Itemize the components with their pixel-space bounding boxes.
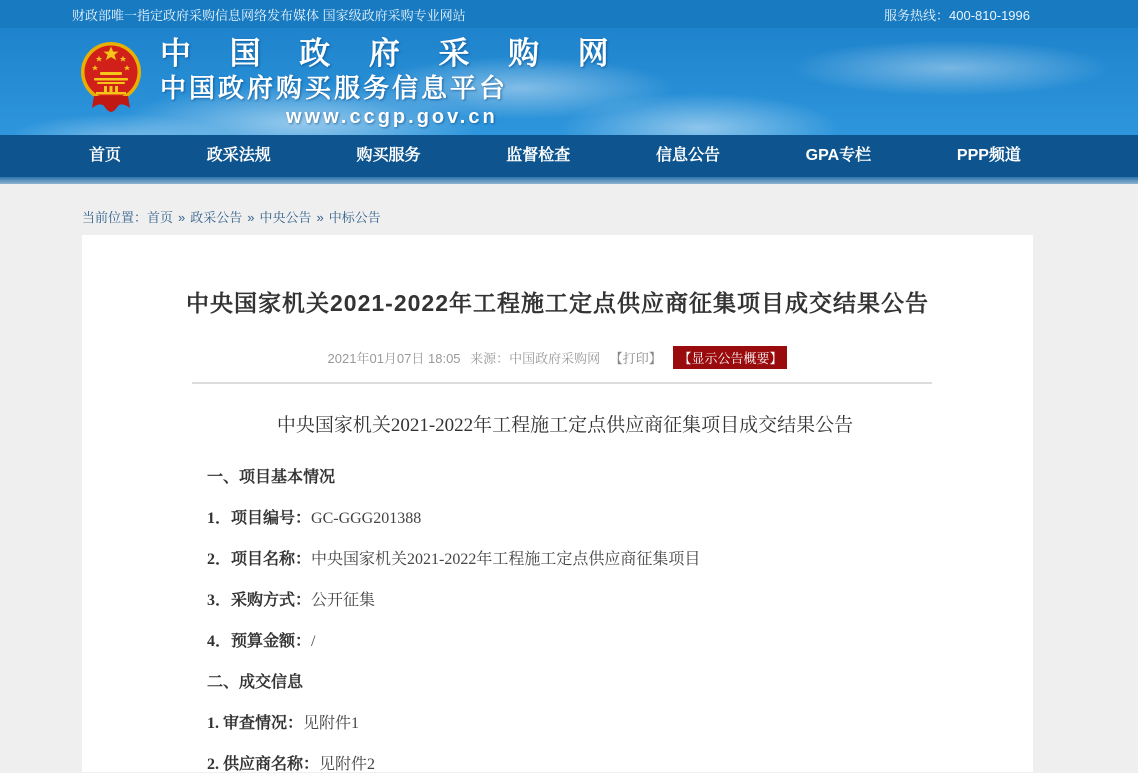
nav-item-4[interactable]: 信息公告 [655,147,720,164]
site-subtitle: 中国政府购买服务信息平台 [160,73,509,103]
field-label: 3．采购方式： [207,592,312,609]
field-value: GC-GGG201388 [311,510,422,527]
article-source: 来源：中国政府采购网 [470,351,601,366]
nav-bottom-strip [0,177,1138,184]
field-label: 2．项目名称： [207,551,312,568]
breadcrumb-separator: » [247,210,255,225]
nav-item-0[interactable]: 首页 [89,147,122,164]
field-value: 见附件1 [303,715,360,732]
article-body [82,384,1033,773]
field-line [207,551,923,568]
breadcrumb [82,207,381,226]
show-summary-button[interactable]: 【显示公告概要】 [673,346,787,369]
print-button[interactable]: 【打印】 [609,351,662,366]
breadcrumb-label: 当前位置： [82,210,148,225]
field-value: 见附件2 [319,756,376,773]
top-utility-bar [0,0,1138,28]
site-url: www.ccgp.gov.cn [285,106,498,128]
nav-item-2[interactable]: 购买服务 [356,147,421,164]
section-heading: 一、项目基本情况 [207,469,336,486]
nav-item-6[interactable]: PPP频道 [956,147,1021,164]
nav-item-1[interactable]: 政采法规 [206,147,271,164]
field-value: / [311,633,316,650]
nav-item-5[interactable]: GPA专栏 [805,147,872,164]
breadcrumb-item-1[interactable]: 政采公告 [190,210,243,225]
field-line [207,715,923,732]
site-slogan: 财政部唯一指定政府采购信息网络发布媒体 国家级政府采购专业网站 [72,7,466,23]
national-emblem-icon [80,38,142,122]
field-line [207,633,923,650]
field-label: 4．预算金额： [207,633,312,650]
field-value: 公开征集 [311,592,376,609]
breadcrumb-separator: » [178,210,186,225]
publish-datetime: 2021年01月07日 18:05 [327,351,461,366]
breadcrumb-item-0[interactable]: 首页 [147,210,174,225]
announcement-body-title: 中央国家机关2021-2022年工程施工定点供应商征集项目成交结果公告 [276,415,854,436]
site-title: 中 国 政 府 采 购 网 [160,36,624,71]
field-label: 1. 审查情况： [207,715,304,732]
nav-item-3[interactable]: 监督检查 [506,147,571,164]
section-heading: 二、成交信息 [207,674,304,691]
breadcrumb-item-3[interactable]: 中标公告 [328,210,381,225]
main-nav [0,135,1138,177]
site-header [0,28,1138,135]
article-meta [82,346,1033,369]
service-hotline: 服务热线：400-810-1996 [884,7,1030,23]
field-value: 中央国家机关2021-2022年工程施工定点供应商征集项目 [311,551,701,568]
field-label: 1．项目编号： [207,510,312,527]
breadcrumb-item-2[interactable]: 中央公告 [259,210,312,225]
site-logo[interactable] [80,36,624,130]
field-line [207,510,923,527]
field-line [207,592,923,609]
page-title: 中央国家机关2021-2022年工程施工定点供应商征集项目成交结果公告 [186,290,929,316]
field-line [207,756,923,773]
announcement-card [82,235,1033,772]
breadcrumb-separator: » [316,210,324,225]
field-label: 2. 供应商名称： [207,756,320,773]
